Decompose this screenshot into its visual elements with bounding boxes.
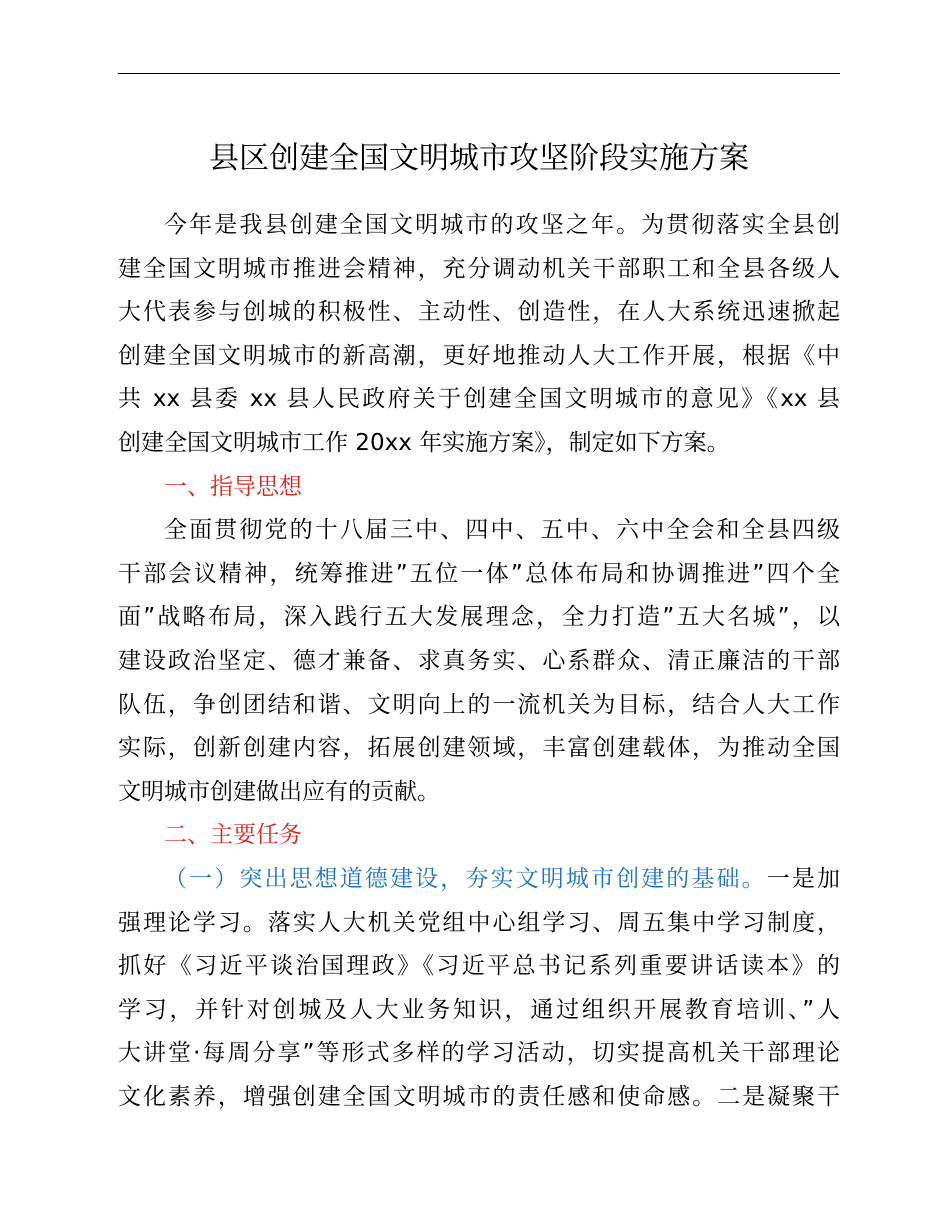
text-line: 全面贯彻党的十八届三中、四中、五中、六中全会和全县四级 bbox=[164, 517, 840, 544]
text-line: 大代表参与创城的积极性、主动性、创造性，在人大系统迅速掀起 bbox=[118, 299, 840, 326]
text-fragment: 一是加 bbox=[766, 865, 841, 892]
text-line: 文明城市创建做出应有的贡献。 bbox=[118, 778, 440, 805]
text-line: 强理论学习。落实人大机关党组中心组学习、周五集中学习制度， bbox=[118, 909, 840, 936]
text-line: 今年是我县创建全国文明城市的攻坚之年。为贯彻落实全县创 bbox=[164, 212, 840, 238]
text-line: 实际，创新创建内容，拓展创建领域，丰富创建载体，为推动全国 bbox=[118, 735, 840, 762]
main-tasks-paragraph bbox=[118, 858, 840, 1120]
text-line: 创建全国文明城市工作 20xx 年实施方案》，制定如下方案。 bbox=[118, 429, 730, 456]
text-line: 大讲堂·每周分享”等形式多样的学习活动，切实提高机关干部理论 bbox=[118, 1040, 840, 1067]
text-line: 建全国文明城市推进会精神，充分调动机关干部职工和全县各级人 bbox=[118, 255, 840, 282]
text-line: 建设政治坚定、德才兼备、求真务实、心系群众、清正廉洁的干部 bbox=[118, 647, 840, 674]
text-line: 干部会议精神，统筹推进”五位一体”总体布局和协调推进”四个全 bbox=[118, 560, 840, 587]
subsection-heading-ideological-moral: （一）突出思想道德建设，夯实文明城市创建的基础。 bbox=[164, 865, 767, 892]
intro-paragraph bbox=[118, 204, 840, 466]
document-body bbox=[118, 204, 840, 1119]
header-rule bbox=[118, 73, 840, 74]
text-line: 共 xx 县委 xx 县人民政府关于创建全国文明城市的意见》《xx 县 bbox=[118, 386, 840, 413]
guiding-ideology-paragraph bbox=[118, 509, 840, 814]
text-line: 抓好《习近平谈治国理政》《习近平总书记系列重要讲话读本》的 bbox=[118, 953, 840, 980]
section-heading-main-tasks: 二、主要任务 bbox=[164, 822, 302, 849]
text-line: 队伍，争创团结和谐、文明向上的一流机关为目标，结合人大工作 bbox=[118, 691, 840, 718]
text-line: 创建全国文明城市的新高潮，更好地推动人大工作开展，根据《中 bbox=[118, 342, 840, 369]
text-line: 学习，并针对创城及人大业务知识，通过组织开展教育培训、”人 bbox=[118, 996, 840, 1023]
text-line: 文化素养，增强创建全国文明城市的责任感和使命感。二是凝聚干 bbox=[118, 1083, 840, 1110]
document-title: 县区创建全国文明城市攻坚阶段实施方案 bbox=[209, 141, 749, 176]
section-heading-guiding-ideology: 一、指导思想 bbox=[164, 473, 302, 500]
text-line bbox=[118, 858, 840, 902]
text-line: 面”战略布局，深入践行五大发展理念，全力打造”五大名城”，以 bbox=[118, 604, 840, 631]
